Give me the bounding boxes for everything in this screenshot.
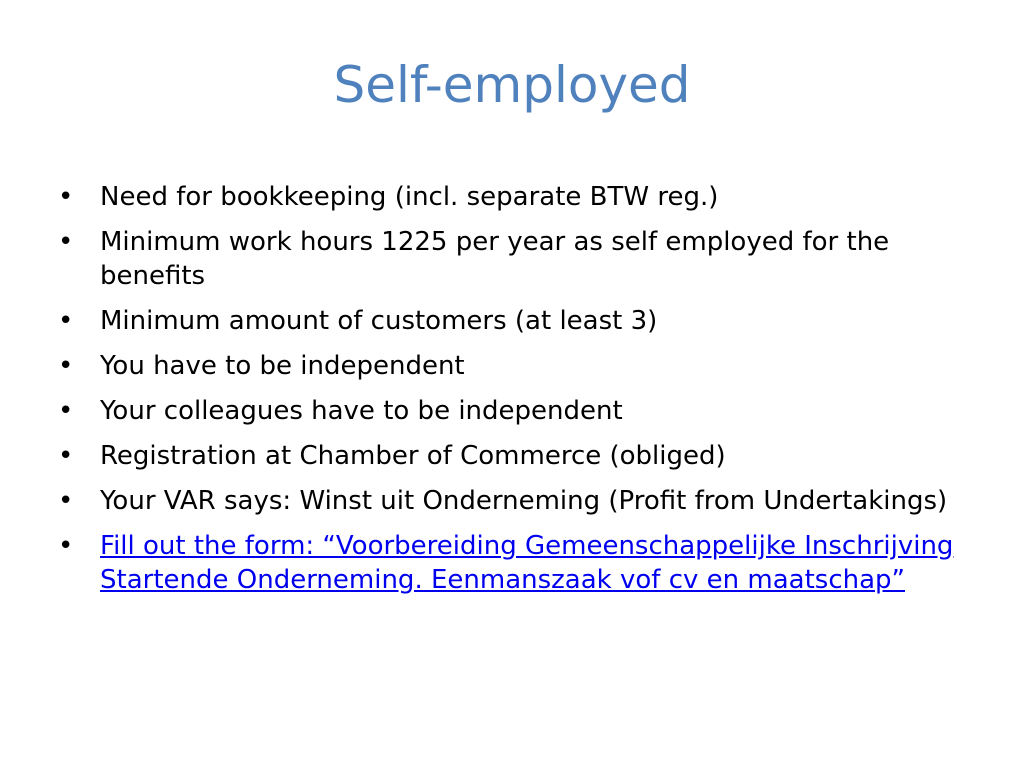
bullet-text: Minimum amount of customers (at least 3): [100, 306, 658, 336]
bullet-dot-icon: •: [58, 182, 74, 212]
bullet-item-form: [58, 529, 958, 597]
bullet-text: Your VAR says: Winst uit Onderneming (Profit from Undertakings): [100, 486, 948, 516]
bullet-dot-icon: •: [58, 441, 74, 471]
bullet-item-independent: [58, 349, 958, 383]
bullet-dot-icon: •: [58, 227, 74, 257]
bullet-text: Need for bookkeeping (incl. separate BTW reg.): [100, 182, 719, 212]
bullet-item-customers: [58, 304, 958, 338]
bullet-item-registration: [58, 439, 958, 473]
bullet-dot-icon: •: [58, 486, 74, 516]
bullet-dot-icon: •: [58, 306, 74, 336]
bullet-item-work-hours: [58, 225, 958, 293]
bullet-list: [58, 180, 958, 608]
form-link[interactable]: Fill out the form: “Voorbereiding Gemeenschappelijke Inschrijving Startende Onderneming. Eenmanszaak vof cv en maatschap”: [100, 531, 954, 595]
slide-title: Self-employed: [333, 56, 691, 114]
bullet-item-bookkeeping: [58, 180, 958, 214]
bullet-dot-icon: •: [58, 531, 74, 561]
bullet-text: Minimum work hours 1225 per year as self employed for the benefits: [100, 227, 890, 291]
bullet-text: Registration at Chamber of Commerce (obliged): [100, 441, 726, 471]
bullet-item-colleagues: [58, 394, 958, 428]
bullet-dot-icon: •: [58, 396, 74, 426]
bullet-dot-icon: •: [58, 351, 74, 381]
bullet-text: You have to be independent: [100, 351, 465, 381]
bullet-text: Your colleagues have to be independent: [100, 396, 623, 426]
bullet-item-var: [58, 484, 958, 518]
